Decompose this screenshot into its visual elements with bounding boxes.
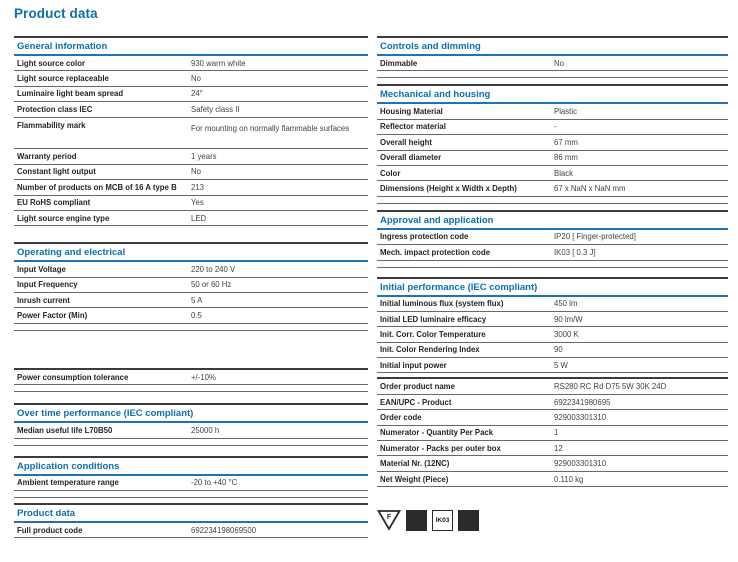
spec-value: No: [554, 58, 564, 68]
spec-label: Flammability mark: [17, 120, 86, 130]
spec-label: Dimensions (Height x Width x Depth): [380, 184, 517, 194]
flammability-triangle-f-icon: [377, 509, 401, 531]
spec-label: Initial luminous flux (system flux): [380, 299, 504, 309]
empty-row: [377, 197, 728, 204]
spec-row: [14, 423, 368, 438]
spec-row: [14, 523, 368, 538]
spec-label: Color: [380, 168, 401, 178]
section-application-conditions: [14, 456, 368, 498]
spec-label: Numerator - Packs per outer box: [380, 443, 501, 453]
spec-value: 5 W: [554, 360, 568, 370]
spec-row: [14, 149, 368, 164]
spec-value: 450 lm: [554, 299, 578, 309]
certification-mark-icon-1: [406, 510, 427, 531]
spec-value: 6922341980695: [554, 397, 611, 407]
section-heading: Mechanical and housing: [377, 86, 728, 104]
spec-label: Number of products on MCB of 16 A type B: [17, 182, 177, 192]
spec-row: [377, 379, 728, 394]
section-heading: Initial performance (IEC compliant): [377, 279, 728, 297]
spec-label: Light source replaceable: [17, 74, 109, 84]
spec-value: Yes: [191, 198, 204, 208]
page-title: Product data: [14, 6, 98, 21]
spec-label: EU RoHS compliant: [17, 198, 91, 208]
spec-label: Median useful life L70B50: [17, 425, 113, 435]
spec-value: 1 years: [191, 152, 217, 162]
spec-value: 67 x NaN x NaN mm: [554, 184, 626, 194]
left-column: [14, 36, 368, 538]
section-heading: Operating and electrical: [14, 244, 368, 262]
spec-row: [14, 102, 368, 117]
spec-row: [14, 262, 368, 277]
spec-row: [377, 104, 728, 119]
spec-value: -20 to +40 °C: [191, 478, 238, 488]
spec-row: [377, 410, 728, 425]
spec-row: [14, 87, 368, 102]
spec-label: Light source color: [17, 58, 86, 68]
spacer: [14, 392, 368, 403]
spec-value: Plastic: [554, 107, 577, 117]
section-operating-and-electrical: [14, 242, 368, 331]
spec-value: 929003301310: [554, 412, 607, 422]
two-column-layout: [14, 36, 728, 538]
spec-row: [377, 441, 728, 456]
spec-row: [14, 476, 368, 491]
spec-label: Order product name: [380, 382, 455, 392]
spec-label: Ingress protection code: [380, 232, 469, 242]
spec-value: 5 A: [191, 295, 203, 305]
right-column: [377, 36, 728, 538]
section-heading: Approval and application: [377, 212, 728, 230]
spec-row: [14, 56, 368, 71]
section-product-data: [14, 503, 368, 538]
spec-value: 1: [554, 428, 559, 438]
empty-row: [377, 261, 728, 268]
spec-row: [377, 245, 728, 260]
spec-label: Material Nr. (12NC): [380, 459, 450, 469]
spec-label: Protection class IEC: [17, 104, 93, 114]
empty-row: [14, 385, 368, 392]
spec-value: -: [554, 122, 557, 132]
section-general-information: [14, 36, 368, 226]
certification-icons: [377, 509, 728, 531]
spec-value: Safety class II: [191, 104, 240, 114]
section-heading: Product data: [14, 505, 368, 523]
spec-value: 12: [554, 443, 563, 453]
spec-row: [377, 312, 728, 327]
section-power-consumption-tolerance-block: [14, 368, 368, 392]
spec-value: 930 warm white: [191, 58, 246, 68]
spec-label: Light source engine type: [17, 213, 110, 223]
spec-row: [377, 456, 728, 471]
spec-label: Init. Corr. Color Temperature: [380, 329, 486, 339]
svg-text:F: F: [386, 514, 392, 522]
ik03-impact-rating-icon: IK03: [432, 510, 453, 531]
spec-row: [377, 343, 728, 358]
spec-label: Housing Material: [380, 107, 443, 117]
spec-label: Constant light output: [17, 167, 96, 177]
spec-label: Warranty period: [17, 152, 77, 162]
spec-row: [14, 278, 368, 293]
spec-value: For mounting on normally flammable surfaces: [191, 123, 350, 133]
spec-label: Overall diameter: [380, 153, 442, 163]
spec-label: Numerator - Quantity Per Pack: [380, 428, 494, 438]
section-over-time-performance: [14, 403, 368, 445]
spec-row: [377, 230, 728, 245]
spec-label: Dimmable: [380, 58, 418, 68]
spec-label: Initial LED luminaire efficacy: [380, 314, 487, 324]
empty-row: [14, 439, 368, 446]
spec-row: [14, 211, 368, 226]
spec-row: [14, 180, 368, 195]
spec-value: No: [191, 74, 201, 84]
spec-label: Input Voltage: [17, 265, 66, 274]
spec-row: [377, 395, 728, 410]
spec-label: Luminaire light beam spread: [17, 89, 124, 99]
spec-row: [377, 327, 728, 342]
spec-row: [377, 426, 728, 441]
spec-row: [377, 181, 728, 196]
spec-row: [14, 118, 368, 150]
section-controls-and-dimming: [377, 36, 728, 78]
spec-row: [377, 358, 728, 373]
spec-value: 86 mm: [554, 153, 578, 163]
spec-value: LED: [191, 213, 207, 223]
spec-row: [14, 165, 368, 180]
spec-value: 90 lm/W: [554, 314, 583, 324]
spec-value: Black: [554, 168, 574, 178]
spacer: [14, 226, 368, 242]
spec-value: 90: [554, 345, 563, 355]
spec-row: [377, 56, 728, 71]
spec-value: 213: [191, 182, 205, 192]
section-heading: General information: [14, 38, 368, 56]
spec-value: 24°: [191, 89, 203, 99]
spec-value: 220 to 240 V: [191, 265, 236, 274]
spec-row: [377, 472, 728, 487]
spec-value: IP20 [ Finger-protected]: [554, 232, 636, 242]
spec-row: [14, 293, 368, 308]
spec-label: Ambient temperature range: [17, 478, 119, 488]
spec-row: [377, 151, 728, 166]
certification-mark-icon-2: [458, 510, 479, 531]
spec-label: Power Factor (Min): [17, 311, 88, 321]
spec-value: 929003301310: [554, 459, 607, 469]
spec-label: Order code: [380, 412, 422, 422]
spec-label: Net Weight (Piece): [380, 474, 449, 484]
spec-label: Overall height: [380, 137, 432, 147]
spec-row: [377, 120, 728, 135]
section-initial-performance: [377, 277, 728, 374]
spec-label: Inrush current: [17, 295, 70, 305]
spec-row: [377, 297, 728, 312]
section-ordering-data: [377, 377, 728, 487]
spec-label: Input Frequency: [17, 280, 78, 290]
spec-value: +/-10%: [191, 372, 216, 382]
spec-row: [14, 196, 368, 211]
spec-label: EAN/UPC - Product: [380, 397, 452, 407]
spec-row: [14, 308, 368, 323]
spec-row: [14, 71, 368, 86]
spec-label: Init. Color Rendering Index: [380, 345, 480, 355]
empty-row: [14, 491, 368, 498]
spec-value: 692234198069500: [191, 525, 257, 535]
spec-value: 0.5: [191, 311, 202, 321]
spec-label: Mech. impact protection code: [380, 247, 491, 257]
spec-row: [377, 166, 728, 181]
spec-label: Power consumption tolerance: [17, 372, 129, 382]
empty-row: [377, 71, 728, 78]
spec-row: [14, 370, 368, 385]
spacer: [377, 487, 728, 509]
empty-row: [14, 324, 368, 331]
spec-row: [377, 135, 728, 150]
section-approval-and-application: [377, 210, 728, 268]
section-mechanical-and-housing: [377, 84, 728, 203]
spec-value: No: [191, 167, 201, 177]
spec-label: Initial input power: [380, 360, 447, 370]
spec-value: RS280 RC Rd D75 5W 30K 24D: [554, 382, 667, 392]
spec-label: Reflector material: [380, 122, 446, 132]
spec-value: IK03 [ 0.3 J]: [554, 247, 596, 257]
spacer: [377, 268, 728, 277]
spec-value: 25000 h: [191, 425, 220, 435]
spec-value: 67 mm: [554, 137, 578, 147]
spec-value: 50 or 60 Hz: [191, 280, 232, 290]
flammability-triangle-f-icon: [377, 509, 401, 531]
spacer: [14, 331, 368, 368]
section-heading: Over time performance (IEC compliant): [14, 405, 368, 423]
spec-value: 3000 K: [554, 329, 579, 339]
section-heading: Application conditions: [14, 458, 368, 476]
spacer: [14, 446, 368, 456]
spec-label: Full product code: [17, 525, 83, 535]
spec-value: 0.110 kg: [554, 474, 584, 484]
section-heading: Controls and dimming: [377, 38, 728, 56]
